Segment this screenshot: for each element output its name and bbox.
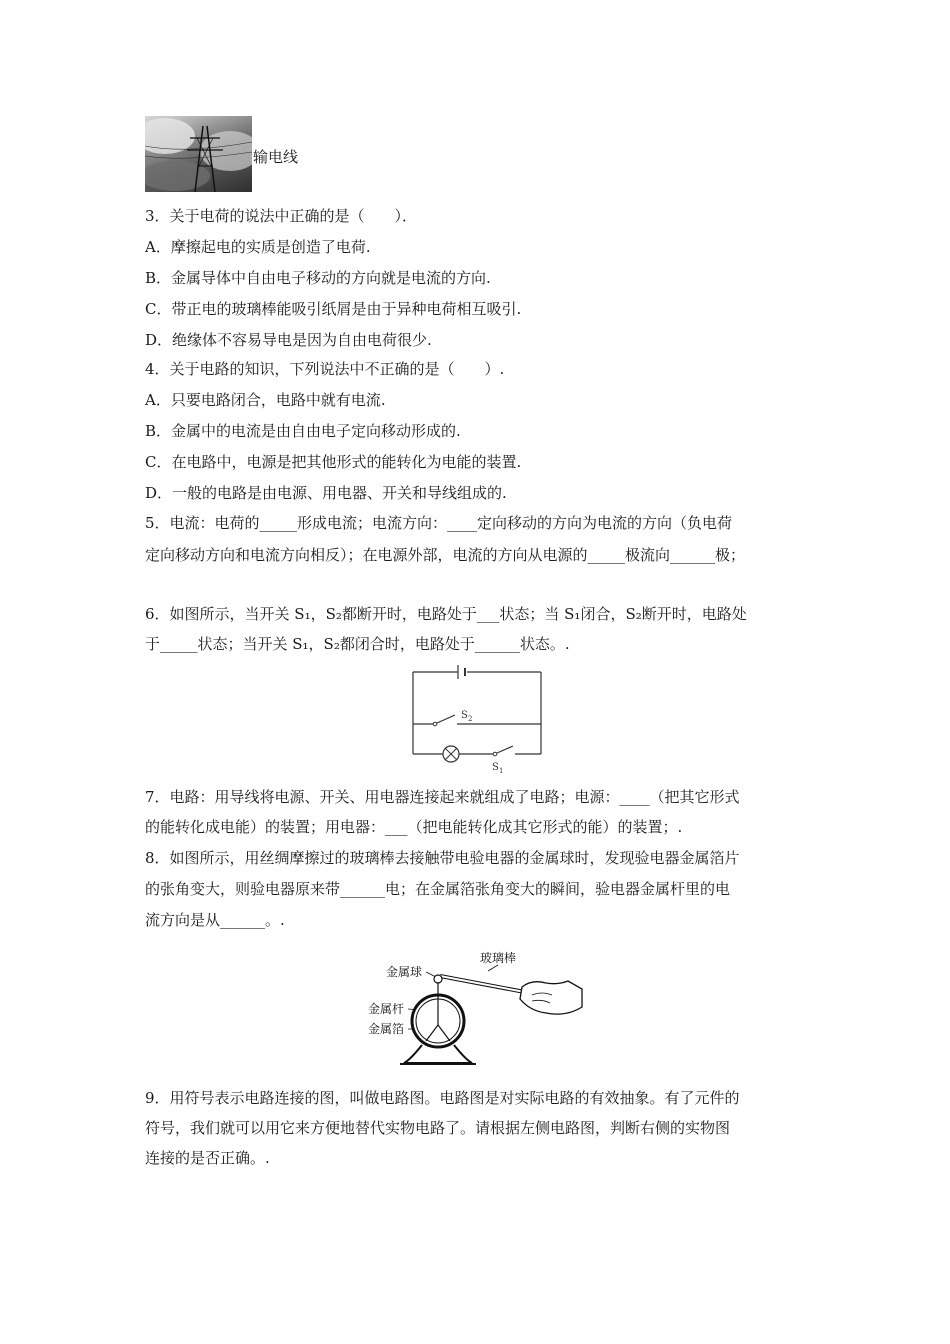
q4-option-a: A．只要电路闭合，电路中就有电流. [145,391,386,409]
switch-s1 [497,746,513,753]
q6-line-1: 6．如图所示，当开关 S₁，S₂都断开时，电路处于___状态；当 S₁闭合，S₂断开时，电路处 [145,605,747,623]
circuit-diagram [405,662,550,777]
q7-line-2: 的能转化成电能）的装置；用电器：___（把电能转化成其它形式的能）的装置；. [145,818,683,836]
q4-option-c: C．在电路中，电源是把其他形式的能转化为电能的装置. [145,453,522,471]
power-tower-icon [145,116,252,192]
metal-ball [434,975,442,983]
photo-caption: 输电线 [253,148,299,166]
metal-rod-label: 金属杆 [368,1002,405,1016]
s1-contact-icon [493,752,497,756]
glass-rod-highlight [440,976,530,993]
hand-icon [520,981,582,1014]
q9-line-1: 9．用符号表示电路连接的图，叫做电路图。电路图是对实际电路的有效抽象。有了元件的 [145,1089,740,1107]
s2-subscript: 2 [468,715,473,723]
q3-option-d: D．绝缘体不容易导电是因为自由电荷很少. [145,331,432,349]
metal-foil-label: 金属箔 [368,1022,405,1036]
rod-leader [488,965,498,971]
switch-s2 [437,715,455,723]
q8-line-2: 的张角变大，则验电器原来带______电；在金属箔张角变大的瞬间，验电器金属杆里的电 [145,880,731,898]
glass-rod-label: 玻璃棒 [480,951,517,965]
q3-option-a: A．摩擦起电的实质是创造了电荷. [145,238,371,256]
q6-line-2: 于_____状态；当开关 S₁，S₂都闭合时，电路处于______状态。. [145,635,570,653]
q5-line-2: 定向移动方向和电流方向相反）；在电源外部，电流的方向从电源的_____极流向______极； [145,546,746,564]
s1-label: S [492,762,499,773]
q4-stem: 4．关于电路的知识，下列说法中不正确的是（ ）. [145,360,505,378]
s1-subscript: 1 [499,767,504,775]
q3-stem: 3．关于电荷的说法中正确的是（ ）． [145,207,418,225]
q8-line-1: 8．如图所示，用丝绸摩擦过的玻璃棒去接触带电验电器的金属球时，发现验电器金属箔片 [145,849,740,867]
q4-option-b: B．金属中的电流是由自由电子定向移动形成的. [145,422,461,440]
q7-line-1: 7．电路：用导线将电源、开关、用电器连接起来就组成了电路；电源：____（把其它形式 [145,788,740,806]
metal-ball-label: 金属球 [386,965,423,979]
q8-line-3: 流方向是从______。. [145,911,285,929]
q3-option-b: B．金属导体中自由电子移动的方向就是电流的方向. [145,269,491,287]
q9-line-3: 连接的是否正确。. [145,1149,270,1167]
power-line-photo [145,116,252,192]
q4-option-d: D．一般的电路是由电源、用电器、开关和导线组成的. [145,484,507,502]
s2-label: S [461,710,468,721]
electroscope-figure [360,945,590,1070]
q5-line-1: 5．电流：电荷的_____形成电流；电流方向：____定向移动的方向为电流的方向（负电荷 [145,514,733,532]
q3-option-c: C．带正电的玻璃棒能吸引纸屑是由于异种电荷相互吸引. [145,300,522,318]
q9-line-2: 符号，我们就可以用它来方便地替代实物电路了。请根据左侧电路图，判断右侧的实物图 [145,1119,731,1137]
s2-contact-icon [433,722,437,726]
